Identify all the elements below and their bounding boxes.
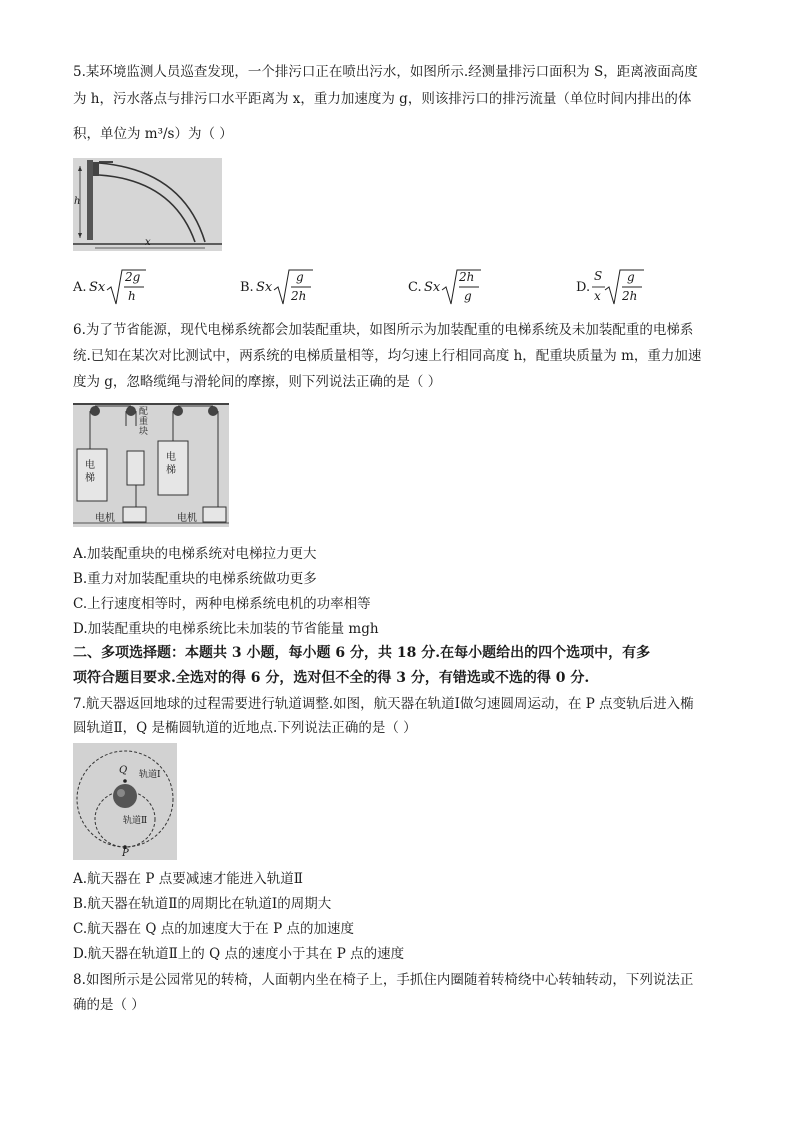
q6-option-b[interactable]: B.重力对加装配重块的电梯系统做功更多 <box>73 571 317 587</box>
q6-line-2: 统.已知在某次对比测试中，两系统的电梯质量相等，均匀速上行相同高度 h，配重块质量为 m，重力加速 <box>73 348 702 364</box>
q6-option-c[interactable]: C.上行速度相等时，两种电梯系统电机的功率相等 <box>73 596 371 612</box>
q7-option-d[interactable]: D.航天器在轨道Ⅱ上的 Q 点的速度小于其在 P 点的速度 <box>73 946 405 962</box>
q5-option-b-label: B. <box>240 280 254 295</box>
q7-label-orbit1: 轨道Ⅰ <box>139 770 161 780</box>
q5-line-3: 积，单位为 m³/s）为（ ） <box>73 126 233 142</box>
q5-option-b-num: g <box>296 270 304 284</box>
q6-label-elevator-2: 电梯 <box>166 452 176 476</box>
q8-line-2: 确的是（ ） <box>73 997 145 1013</box>
q5-option-d-label: D. <box>576 280 591 295</box>
q7-option-b[interactable]: B.航天器在轨道Ⅱ的周期比在轨道Ⅰ的周期大 <box>73 896 332 912</box>
q5-figure-outfall <box>73 158 222 251</box>
q6-option-a[interactable]: A.加装配重块的电梯系统对电梯拉力更大 <box>73 546 317 562</box>
q7-figure-orbits <box>73 743 177 860</box>
q6-label-motor-2: 电机 <box>177 513 197 524</box>
q5-option-c-label: C. <box>408 280 422 295</box>
q5-option-b-den: 2h <box>291 289 307 303</box>
q7-option-a[interactable]: A.航天器在 P 点要减速才能进入轨道Ⅱ <box>73 871 303 887</box>
q5-option-d-num: g <box>627 270 635 284</box>
q5-option-c-num: 2h <box>459 270 475 284</box>
q5-option-b-prefix: Sx <box>256 280 273 295</box>
q5-line-1: 5.某环境监测人员巡查发现，一个排污口正在喷出污水，如图所示.经测量排污口面积为 S，距离液面高度 <box>73 64 698 80</box>
q7-line-2: 圆轨道Ⅱ，Q 是椭圆轨道的近地点.下列说法正确的是（ ） <box>73 720 417 736</box>
q5-option-a-label: A. <box>73 280 87 295</box>
section2-line-2: 项符合题目要求.全选对的得 6 分，选对但不全的得 3 分，有错选或不选的得 0 分. <box>73 670 590 686</box>
q6-label-counterweight: 配重块 <box>139 407 149 437</box>
q5-label-h: h <box>74 196 81 207</box>
q6-label-elevator-1: 电梯 <box>85 460 95 484</box>
q5-option-a-num: 2g <box>125 270 141 284</box>
q5-option-d-frac-den: x <box>594 289 601 303</box>
q7-label-q: Q <box>119 765 128 776</box>
section2-line-1: 二、多项选择题：本题共 3 小题，每小题 6 分，共 18 分.在每小题给出的四个选项中，有多 <box>73 645 651 661</box>
q6-label-motor-1: 电机 <box>95 513 115 524</box>
q6-figure-elevators <box>73 403 229 527</box>
q5-label-x: x <box>145 237 151 248</box>
q5-option-c-prefix: Sx <box>424 280 441 295</box>
q6-option-d[interactable]: D.加装配重块的电梯系统比未加装的节省能量 mgh <box>73 621 379 637</box>
q5-option-a-den: h <box>128 289 136 303</box>
q5-option-a-prefix: Sx <box>89 280 106 295</box>
q5-option-d-den: 2h <box>622 289 638 303</box>
q6-line-3: 度为 g，忽略缆绳与滑轮间的摩擦，则下列说法正确的是（ ） <box>73 374 442 390</box>
q7-option-c[interactable]: C.航天器在 Q 点的加速度大于在 P 点的加速度 <box>73 921 354 937</box>
q8-line-1: 8.如图所示是公园常见的转椅，人面朝内坐在椅子上，手抓住内圈随着转椅绕中心转轴转动，下列说法正 <box>73 972 694 988</box>
q5-option-d-frac-num: S <box>594 269 603 283</box>
q5-option-c-den: g <box>464 289 472 303</box>
q5-line-2: 为 h，污水落点与排污口水平距离为 x，重力加速度为 g，则该排污口的排污流量（单位时间内排出的体 <box>73 91 692 107</box>
q7-label-p: P <box>122 848 129 859</box>
q7-line-1: 7.航天器返回地球的过程需要进行轨道调整.如图，航天器在轨道Ⅰ做匀速圆周运动，在 P 点变轨后进入椭 <box>73 696 694 712</box>
q7-label-orbit2: 轨道Ⅱ <box>123 816 148 826</box>
q6-line-1: 6.为了节省能源，现代电梯系统都会加装配重块，如图所示为加装配重的电梯系统及未加装配重的电梯系 <box>73 322 694 338</box>
